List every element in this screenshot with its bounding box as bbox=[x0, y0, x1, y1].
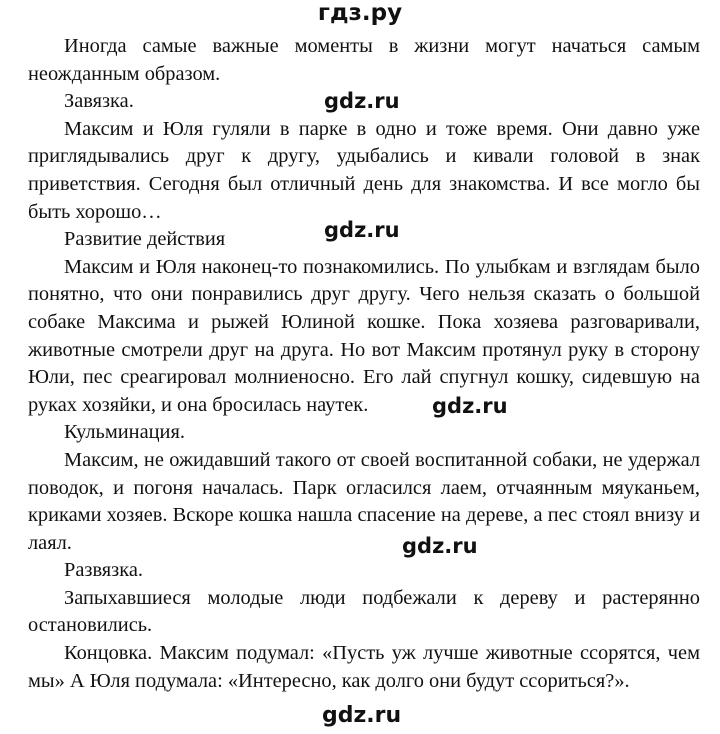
heading-zavyazka: Завязка. bbox=[64, 90, 134, 113]
site-watermark: gdz.ru bbox=[432, 394, 508, 418]
paragraph-razvyazka: Запыхавшиеся молодые люди подбежали к дереву и растерянно остановились. bbox=[28, 586, 700, 637]
paragraph-zavyazka: Максим и Юля гуляли в парке в одно и тоже время. Они давно уже приглядывались друг к другу, удыбались и кивали головой в знак приветствия. Сегодня был отличный день для знакомства. И все могло бы быть хорошо… bbox=[28, 117, 700, 223]
site-watermark-bottom: gdz.ru bbox=[322, 703, 402, 728]
heading-razvitie: Развитие действия bbox=[64, 228, 226, 251]
site-watermark-top: гдз.ру bbox=[317, 0, 403, 26]
heading-kulminaciya: Кульминация. bbox=[64, 421, 185, 444]
site-watermark: gdz.ru bbox=[324, 218, 400, 242]
paragraph-koncovka: Концовка. Максим подумал: «Пусть уж лучше животные ссорятся, чем мы» А Юля подумала: «Интересно, как долго они будут ссориться?». bbox=[28, 642, 700, 692]
heading-razvyazka: Развязка. bbox=[64, 559, 143, 582]
intro-paragraph: Иногда самые важные моменты в жизни могут начаться самым неожданным образом. bbox=[28, 35, 700, 85]
site-watermark: gdz.ru bbox=[324, 89, 400, 113]
story-text bbox=[28, 33, 700, 695]
paragraph-kulminaciya: Максим, не ожидавший такого от своей воспитанной собаки, не удержал поводок, и погоня началась. Парк огласился лаем, отчаянным мяуканьем, криками хозяев. Вскоре кошка нашла спасение на дереве, а пес стоял внизу и лаял. bbox=[28, 448, 700, 554]
site-watermark: gdz.ru bbox=[402, 534, 478, 558]
paragraph-razvitie: Максим и Юля наконец-то познакомились. По улыбкам и взглядам было понятно, что они понравились друг другу. Чего нельзя сказать о большой собаке Максима и рыжей Юлиной кошке. Пока хозяева разговаривали, животные смотрели друг на друга. Но вот Максим протянул руку в сторону Юли, пес среагировал молниеносно. Его лай спугнул кошку, сидевшую на руках хозяйки, и она бросилась наутек. bbox=[28, 255, 700, 416]
